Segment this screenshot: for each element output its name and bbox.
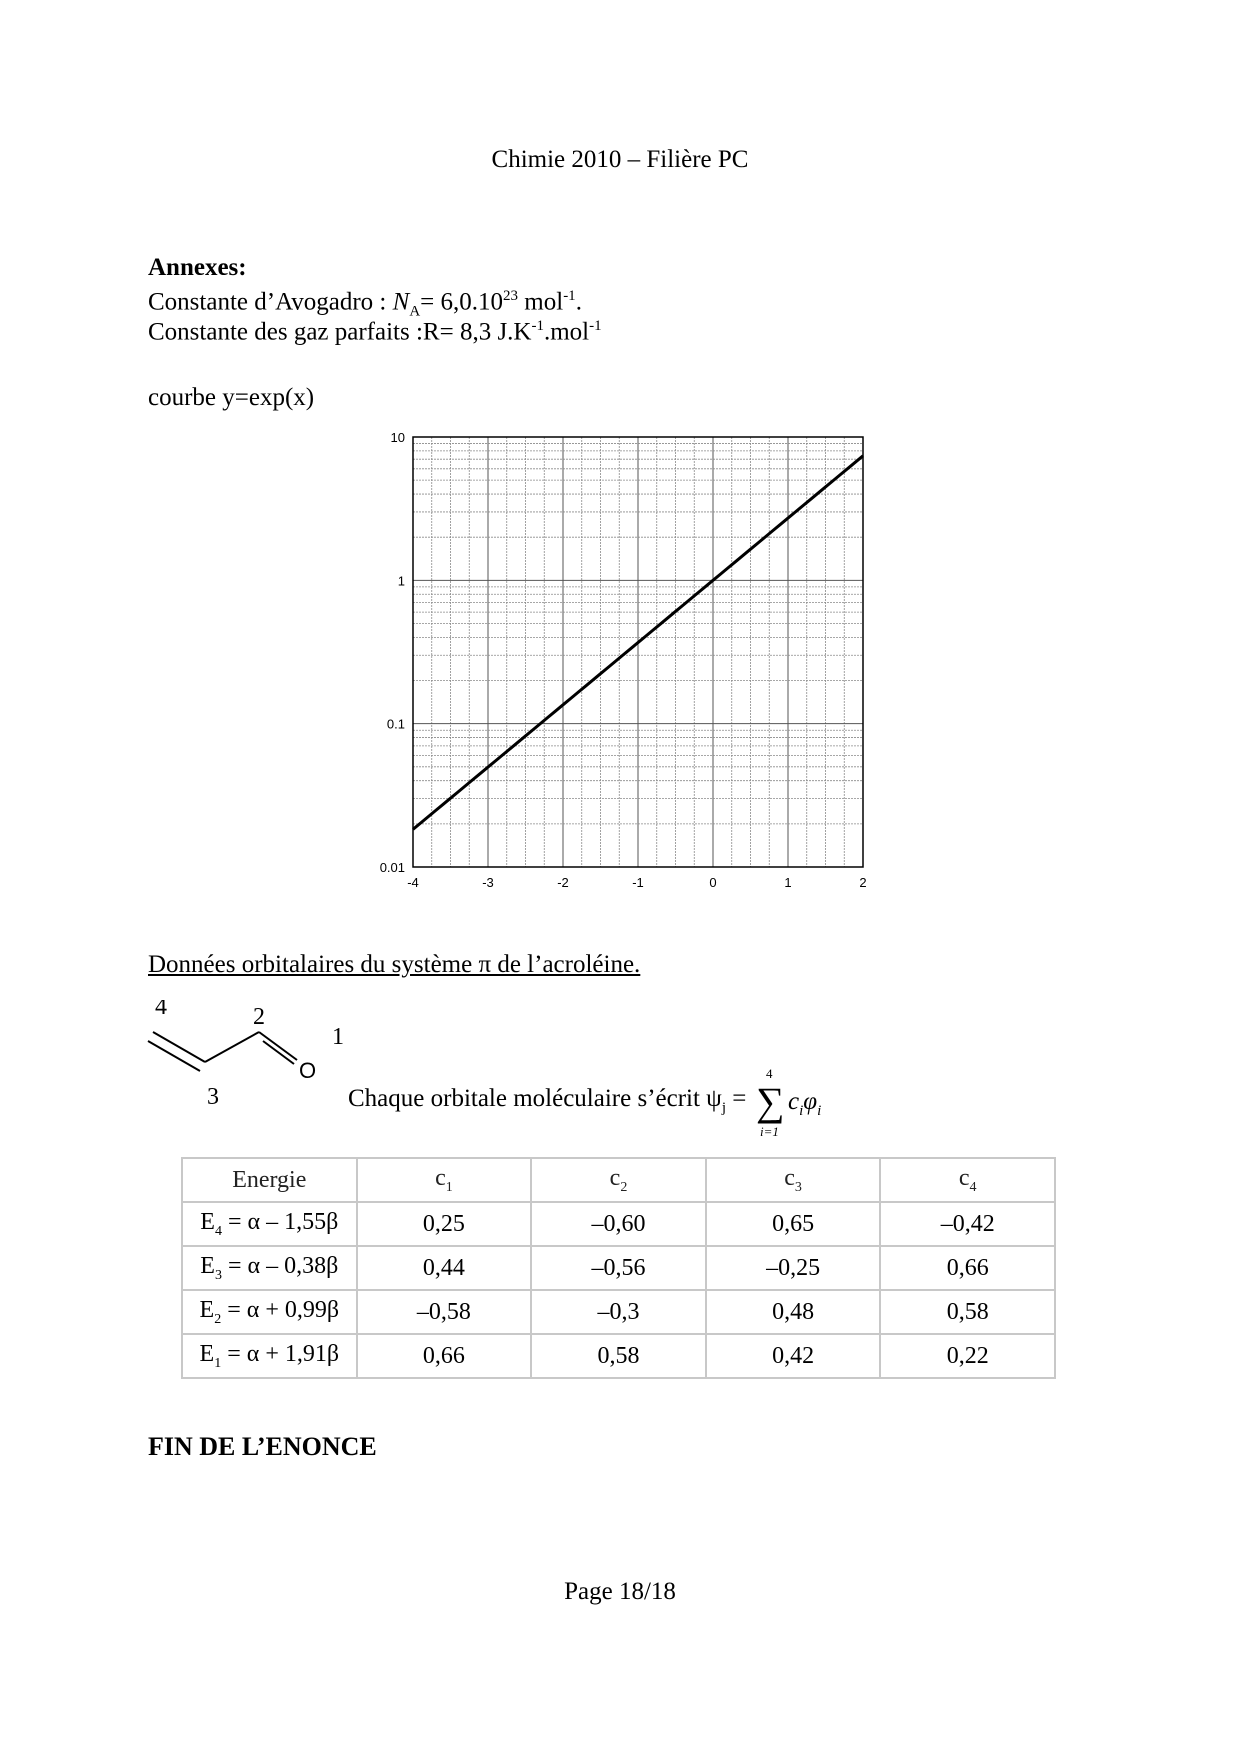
x-tick-label: -2 [557, 875, 569, 890]
energy-cell [182, 1290, 357, 1334]
gas-exp2: -1 [589, 318, 602, 334]
coef-cell: –0,58 [357, 1290, 532, 1334]
orbital-title: Données orbitalaires du système π de l’acroléine. [148, 951, 641, 978]
sum-upper-limit: 4 [766, 1066, 773, 1081]
coef-cell: 0,66 [357, 1334, 532, 1378]
energy-cell [182, 1246, 357, 1290]
energy-cell [182, 1334, 357, 1378]
y-tick-label: 1 [397, 573, 405, 589]
gas-mid: .mol [543, 318, 590, 346]
energy-index: 3 [214, 1267, 222, 1283]
page-header: Chimie 2010 – Filière PC [491, 146, 749, 173]
energy-symbol: E [200, 1208, 215, 1235]
x-tick-label: 1 [784, 875, 792, 890]
x-tick-label: 0 [709, 875, 717, 890]
header-c3-base: c [784, 1164, 795, 1191]
energy-cell [182, 1202, 357, 1246]
coef-cell: 0,42 [706, 1334, 881, 1378]
header-c3-sub: 3 [794, 1179, 802, 1195]
x-tick-label: 2 [859, 875, 867, 890]
header-energie: Energie [182, 1158, 357, 1202]
energy-index: 4 [214, 1223, 222, 1239]
coef-cell: 0,58 [531, 1334, 706, 1378]
header-c4-sub: 4 [969, 1179, 977, 1195]
header-c1-base: c [435, 1164, 446, 1191]
coef-cell: 0,44 [357, 1246, 532, 1290]
bond-c4-c3-double [148, 1041, 200, 1071]
energy-symbol: E [200, 1252, 215, 1279]
atom-label-4: 4 [155, 1000, 167, 1020]
oxygen-symbol: O [299, 1058, 317, 1083]
end-of-statement: FIN DE L’ENONCE [148, 1432, 377, 1461]
gas-exp1: -1 [531, 318, 544, 334]
coef-cell: 0,58 [880, 1290, 1055, 1334]
energy-index: 2 [214, 1311, 222, 1327]
y-tick-label: 0.01 [379, 860, 405, 875]
table-row [182, 1202, 1055, 1246]
energy-expression: = α + 1,91β [221, 1340, 340, 1367]
table-row [182, 1334, 1055, 1378]
x-tick-label: -4 [407, 875, 419, 890]
table-row [182, 1246, 1055, 1290]
coef-cell: 0,66 [880, 1246, 1055, 1290]
avogadro-unit: mol [518, 288, 564, 316]
formula-sub: j [721, 1100, 726, 1116]
header-c4-base: c [958, 1164, 970, 1191]
avogadro-prefix: Constante d’Avogadro : [148, 288, 393, 316]
bond-c3-c2 [205, 1032, 259, 1062]
atom-label-3: 3 [207, 1084, 219, 1110]
annexes-title: Annexes: [148, 254, 247, 281]
header-c1 [357, 1158, 532, 1202]
header-c2 [531, 1158, 706, 1202]
curve-label: courbe y=exp(x) [148, 384, 315, 411]
energy-index: 1 [214, 1355, 222, 1371]
sum-phi-index: i [817, 1103, 822, 1119]
orbital-table [181, 1157, 1056, 1379]
coef-cell: 0,65 [706, 1202, 881, 1246]
coef-cell: –0,25 [706, 1246, 881, 1290]
energy-expression: = α – 0,38β [221, 1252, 339, 1279]
energy-expression: = α + 0,99β [221, 1296, 340, 1323]
y-tick-label: 0.1 [386, 716, 405, 732]
sum-phi: φ [803, 1088, 818, 1115]
table-header-row [182, 1158, 1055, 1202]
atom-label-1: 1 [332, 1024, 344, 1050]
formula-eq: = [726, 1085, 747, 1112]
formula-text: Chaque orbitale moléculaire s’écrit ψ [348, 1085, 722, 1112]
x-tick-label: -3 [482, 875, 494, 890]
bond-c2-o [259, 1032, 297, 1060]
energy-symbol: E [199, 1296, 215, 1323]
sum-lower-limit: i=1 [760, 1124, 779, 1139]
energy-expression: = α – 1,55β [221, 1208, 339, 1235]
gas-constant [148, 318, 602, 346]
sum-c: c [788, 1088, 800, 1115]
gas-prefix: Constante des gaz parfaits :R= 8,3 J.K [148, 318, 532, 346]
exp-chart [365, 425, 885, 895]
avogadro-constant [148, 288, 582, 320]
avogadro-value: = 6,0.10 [420, 288, 504, 316]
atom-label-2: 2 [253, 1004, 265, 1030]
header-c1-sub: 1 [445, 1179, 453, 1195]
avogadro-unit-exp: -1 [563, 288, 576, 304]
header-c2-sub: 2 [620, 1179, 628, 1195]
bond-c2-o-double [263, 1041, 294, 1064]
x-tick-label: -1 [632, 875, 644, 890]
avogadro-symbol: N [392, 288, 410, 316]
coef-cell: 0,22 [880, 1334, 1055, 1378]
page-footer: Page 18/18 [564, 1578, 676, 1605]
sum-c-index: i [799, 1103, 804, 1119]
sum-expression [788, 1088, 821, 1120]
coef-cell: –0,60 [531, 1202, 706, 1246]
header-c3 [706, 1158, 881, 1202]
coef-cell: –0,42 [880, 1202, 1055, 1246]
coef-cell: –0,56 [531, 1246, 706, 1290]
acrolein-structure [145, 1000, 375, 1120]
bond-c4-c3 [153, 1032, 205, 1062]
y-tick-label: 10 [390, 430, 405, 445]
avogadro-sub: A [409, 303, 421, 320]
coef-cell: 0,25 [357, 1202, 532, 1246]
energy-symbol: E [199, 1340, 215, 1367]
avogadro-exp: 23 [503, 288, 519, 304]
avogadro-end: . [575, 288, 582, 316]
coef-cell: 0,48 [706, 1290, 881, 1334]
header-c2-base: c [609, 1164, 621, 1191]
table-row [182, 1290, 1055, 1334]
sum-symbol: ∑ [756, 1079, 785, 1124]
orbital-formula [348, 1085, 746, 1117]
coef-cell: –0,3 [531, 1290, 706, 1334]
header-c4 [880, 1158, 1055, 1202]
